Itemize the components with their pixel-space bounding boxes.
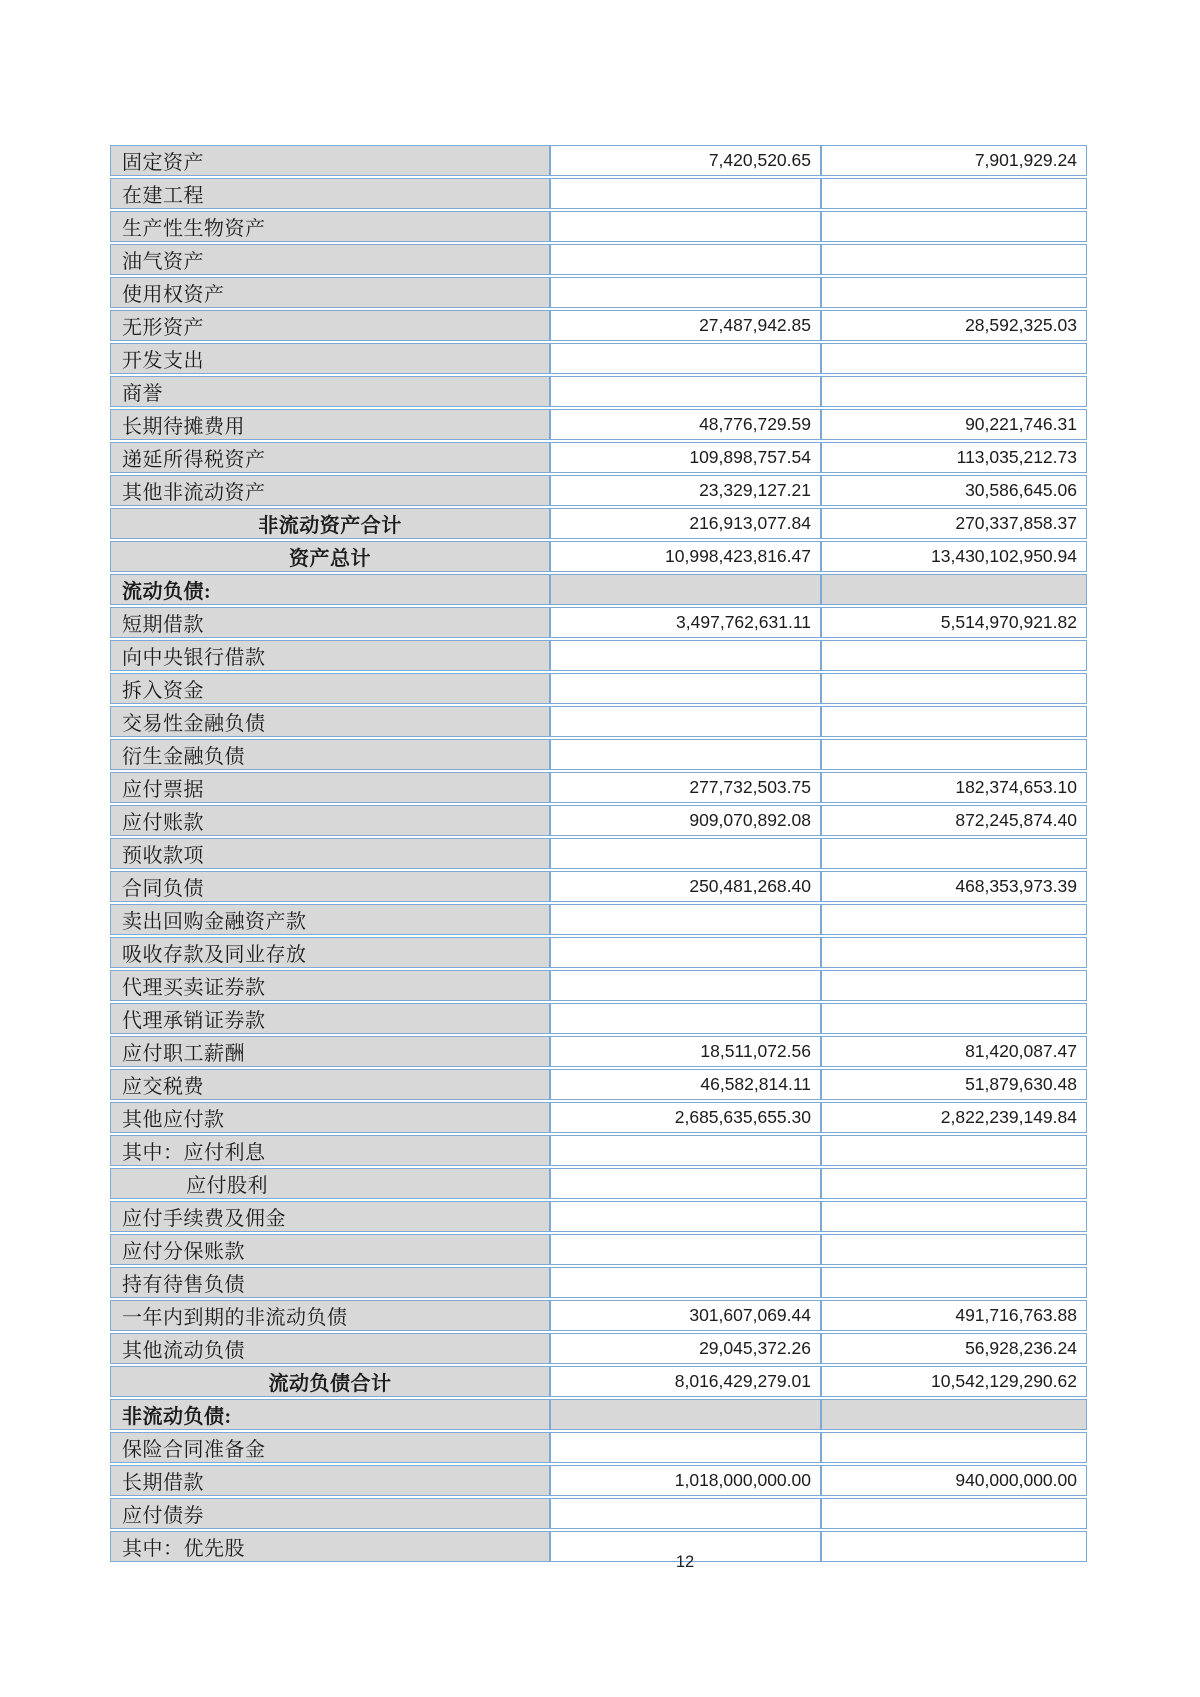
- row-value-prior: [821, 1498, 1087, 1529]
- row-value-current: [550, 574, 821, 605]
- balance-sheet-body: [110, 145, 1087, 1562]
- table-row: [110, 1102, 1087, 1133]
- row-label: 应付债券: [110, 1498, 550, 1529]
- table-row: [110, 211, 1087, 242]
- row-label: 使用权资产: [110, 277, 550, 308]
- table-row: [110, 1003, 1087, 1034]
- row-label: 向中央银行借款: [110, 640, 550, 671]
- row-value-current: [550, 1201, 821, 1232]
- row-label: 无形资产: [110, 310, 550, 341]
- row-label: 其他流动负债: [110, 1333, 550, 1364]
- row-label: 衍生金融负债: [110, 739, 550, 770]
- row-value-prior: 90,221,746.31: [821, 409, 1087, 440]
- row-value-prior: 270,337,858.37: [821, 508, 1087, 539]
- table-row: [110, 937, 1087, 968]
- row-value-prior: 113,035,212.73: [821, 442, 1087, 473]
- row-value-prior: [821, 277, 1087, 308]
- row-value-current: 46,582,814.11: [550, 1069, 821, 1100]
- row-value-current: 909,070,892.08: [550, 805, 821, 836]
- row-label: 应付分保账款: [110, 1234, 550, 1265]
- row-value-current: [550, 739, 821, 770]
- row-label: 一年内到期的非流动负债: [110, 1300, 550, 1331]
- row-value-prior: 81,420,087.47: [821, 1036, 1087, 1067]
- row-value-prior: [821, 1399, 1087, 1430]
- row-value-current: [550, 904, 821, 935]
- row-label: 保险合同准备金: [110, 1432, 550, 1463]
- table-row: [110, 1069, 1087, 1100]
- table-row: [110, 277, 1087, 308]
- row-label: 流动负债:: [110, 574, 550, 605]
- row-label: 卖出回购金融资产款: [110, 904, 550, 935]
- row-value-prior: [821, 1135, 1087, 1166]
- row-label: 代理买卖证券款: [110, 970, 550, 1001]
- row-value-current: 18,511,072.56: [550, 1036, 821, 1067]
- table-row: [110, 607, 1087, 638]
- table-row: [110, 838, 1087, 869]
- row-label: 长期待摊费用: [110, 409, 550, 440]
- row-label: 流动负债合计: [110, 1366, 550, 1397]
- row-value-current: [550, 1234, 821, 1265]
- table-row: [110, 706, 1087, 737]
- row-value-current: [550, 277, 821, 308]
- table-row: [110, 1267, 1087, 1298]
- table-row: [110, 871, 1087, 902]
- table-row: [110, 1234, 1087, 1265]
- row-value-prior: [821, 1003, 1087, 1034]
- row-value-prior: [821, 673, 1087, 704]
- row-value-prior: 2,822,239,149.84: [821, 1102, 1087, 1133]
- table-row: [110, 376, 1087, 407]
- table-row: [110, 310, 1087, 341]
- row-value-current: 10,998,423,816.47: [550, 541, 821, 572]
- row-label: 吸收存款及同业存放: [110, 937, 550, 968]
- table-row: [110, 244, 1087, 275]
- row-value-prior: [821, 739, 1087, 770]
- row-value-prior: [821, 640, 1087, 671]
- row-value-current: 1,018,000,000.00: [550, 1465, 821, 1496]
- row-value-prior: 13,430,102,950.94: [821, 541, 1087, 572]
- row-value-prior: [821, 1168, 1087, 1199]
- row-label: 拆入资金: [110, 673, 550, 704]
- row-value-current: 29,045,372.26: [550, 1333, 821, 1364]
- row-value-prior: [821, 376, 1087, 407]
- row-value-current: [550, 640, 821, 671]
- row-label: 开发支出: [110, 343, 550, 374]
- row-value-current: 27,487,942.85: [550, 310, 821, 341]
- row-label: 资产总计: [110, 541, 550, 572]
- table-row: [110, 574, 1087, 605]
- row-label: 代理承销证券款: [110, 1003, 550, 1034]
- row-value-prior: [821, 706, 1087, 737]
- row-value-current: [550, 937, 821, 968]
- row-label: 应交税费: [110, 1069, 550, 1100]
- row-value-prior: [821, 211, 1087, 242]
- table-row: [110, 805, 1087, 836]
- row-label: 交易性金融负债: [110, 706, 550, 737]
- row-value-current: 8,016,429,279.01: [550, 1366, 821, 1397]
- row-value-prior: [821, 970, 1087, 1001]
- row-value-current: [550, 1399, 821, 1430]
- row-label: 应付手续费及佣金: [110, 1201, 550, 1232]
- row-value-prior: 7,901,929.24: [821, 145, 1087, 176]
- row-label: 非流动资产合计: [110, 508, 550, 539]
- row-value-current: [550, 211, 821, 242]
- row-value-prior: 182,374,653.10: [821, 772, 1087, 803]
- row-value-current: [550, 1003, 821, 1034]
- row-label: 长期借款: [110, 1465, 550, 1496]
- row-value-prior: 940,000,000.00: [821, 1465, 1087, 1496]
- row-value-current: [550, 706, 821, 737]
- row-value-current: 2,685,635,655.30: [550, 1102, 821, 1133]
- row-label: 应付票据: [110, 772, 550, 803]
- row-value-prior: [821, 244, 1087, 275]
- table-row: [110, 1201, 1087, 1232]
- row-value-prior: [821, 178, 1087, 209]
- row-value-prior: 468,353,973.39: [821, 871, 1087, 902]
- row-value-current: [550, 970, 821, 1001]
- row-value-current: 216,913,077.84: [550, 508, 821, 539]
- row-value-prior: 30,586,645.06: [821, 475, 1087, 506]
- table-row: [110, 1399, 1087, 1430]
- row-value-current: [550, 1432, 821, 1463]
- row-value-current: 277,732,503.75: [550, 772, 821, 803]
- row-label: 其他应付款: [110, 1102, 550, 1133]
- row-value-current: [550, 376, 821, 407]
- table-row: [110, 673, 1087, 704]
- row-value-current: [550, 1168, 821, 1199]
- table-row: [110, 475, 1087, 506]
- table-row: [110, 409, 1087, 440]
- row-value-prior: [821, 1531, 1087, 1562]
- row-value-prior: [821, 1234, 1087, 1265]
- row-value-current: [550, 1498, 821, 1529]
- table-row: [110, 1531, 1087, 1562]
- row-value-current: 301,607,069.44: [550, 1300, 821, 1331]
- table-row: [110, 178, 1087, 209]
- table-row: [110, 541, 1087, 572]
- page-number: 12: [675, 1553, 695, 1571]
- row-label: 应付职工薪酬: [110, 1036, 550, 1067]
- table-row: [110, 739, 1087, 770]
- row-value-current: 109,898,757.54: [550, 442, 821, 473]
- table-row: [110, 904, 1087, 935]
- row-value-current: [550, 673, 821, 704]
- table-row: [110, 508, 1087, 539]
- row-label: 其中：优先股: [110, 1531, 550, 1562]
- table-row: [110, 145, 1087, 176]
- table-row: [110, 1333, 1087, 1364]
- table-row: [110, 1168, 1087, 1199]
- row-label: 商誉: [110, 376, 550, 407]
- row-value-current: [550, 244, 821, 275]
- row-value-current: [550, 1135, 821, 1166]
- row-label: 固定资产: [110, 145, 550, 176]
- table-row: [110, 1432, 1087, 1463]
- row-value-prior: [821, 574, 1087, 605]
- row-value-current: 7,420,520.65: [550, 145, 821, 176]
- table-row: [110, 640, 1087, 671]
- row-value-current: 48,776,729.59: [550, 409, 821, 440]
- row-label: 合同负债: [110, 871, 550, 902]
- row-value-current: [550, 1267, 821, 1298]
- row-value-current: [550, 178, 821, 209]
- row-value-current: 250,481,268.40: [550, 871, 821, 902]
- row-value-prior: [821, 1432, 1087, 1463]
- row-label: 预收款项: [110, 838, 550, 869]
- row-value-prior: [821, 343, 1087, 374]
- table-row: [110, 1465, 1087, 1496]
- row-value-prior: [821, 1201, 1087, 1232]
- row-label: 其他非流动资产: [110, 475, 550, 506]
- row-value-prior: 872,245,874.40: [821, 805, 1087, 836]
- row-label: 应付股利: [110, 1168, 550, 1199]
- table-row: [110, 1300, 1087, 1331]
- table-row: [110, 1366, 1087, 1397]
- row-value-prior: 491,716,763.88: [821, 1300, 1087, 1331]
- row-label: 生产性生物资产: [110, 211, 550, 242]
- row-value-current: [550, 838, 821, 869]
- table-row: [110, 772, 1087, 803]
- row-label: 持有待售负债: [110, 1267, 550, 1298]
- table-row: [110, 1498, 1087, 1529]
- row-value-prior: 51,879,630.48: [821, 1069, 1087, 1100]
- row-value-prior: [821, 937, 1087, 968]
- row-label: 非流动负债:: [110, 1399, 550, 1430]
- table-row: [110, 1036, 1087, 1067]
- row-label: 递延所得税资产: [110, 442, 550, 473]
- balance-sheet-table: [110, 143, 1087, 1564]
- row-label: 短期借款: [110, 607, 550, 638]
- table-row: [110, 1135, 1087, 1166]
- table-row: [110, 970, 1087, 1001]
- row-label: 其中：应付利息: [110, 1135, 550, 1166]
- row-value-prior: 10,542,129,290.62: [821, 1366, 1087, 1397]
- row-value-prior: [821, 1267, 1087, 1298]
- row-label: 油气资产: [110, 244, 550, 275]
- row-value-current: [550, 343, 821, 374]
- table-row: [110, 442, 1087, 473]
- row-label: 在建工程: [110, 178, 550, 209]
- row-value-prior: 5,514,970,921.82: [821, 607, 1087, 638]
- row-label: 应付账款: [110, 805, 550, 836]
- row-value-prior: [821, 838, 1087, 869]
- row-value-prior: [821, 904, 1087, 935]
- row-value-current: 3,497,762,631.11: [550, 607, 821, 638]
- row-value-prior: 56,928,236.24: [821, 1333, 1087, 1364]
- table-row: [110, 343, 1087, 374]
- row-value-current: 23,329,127.21: [550, 475, 821, 506]
- row-value-prior: 28,592,325.03: [821, 310, 1087, 341]
